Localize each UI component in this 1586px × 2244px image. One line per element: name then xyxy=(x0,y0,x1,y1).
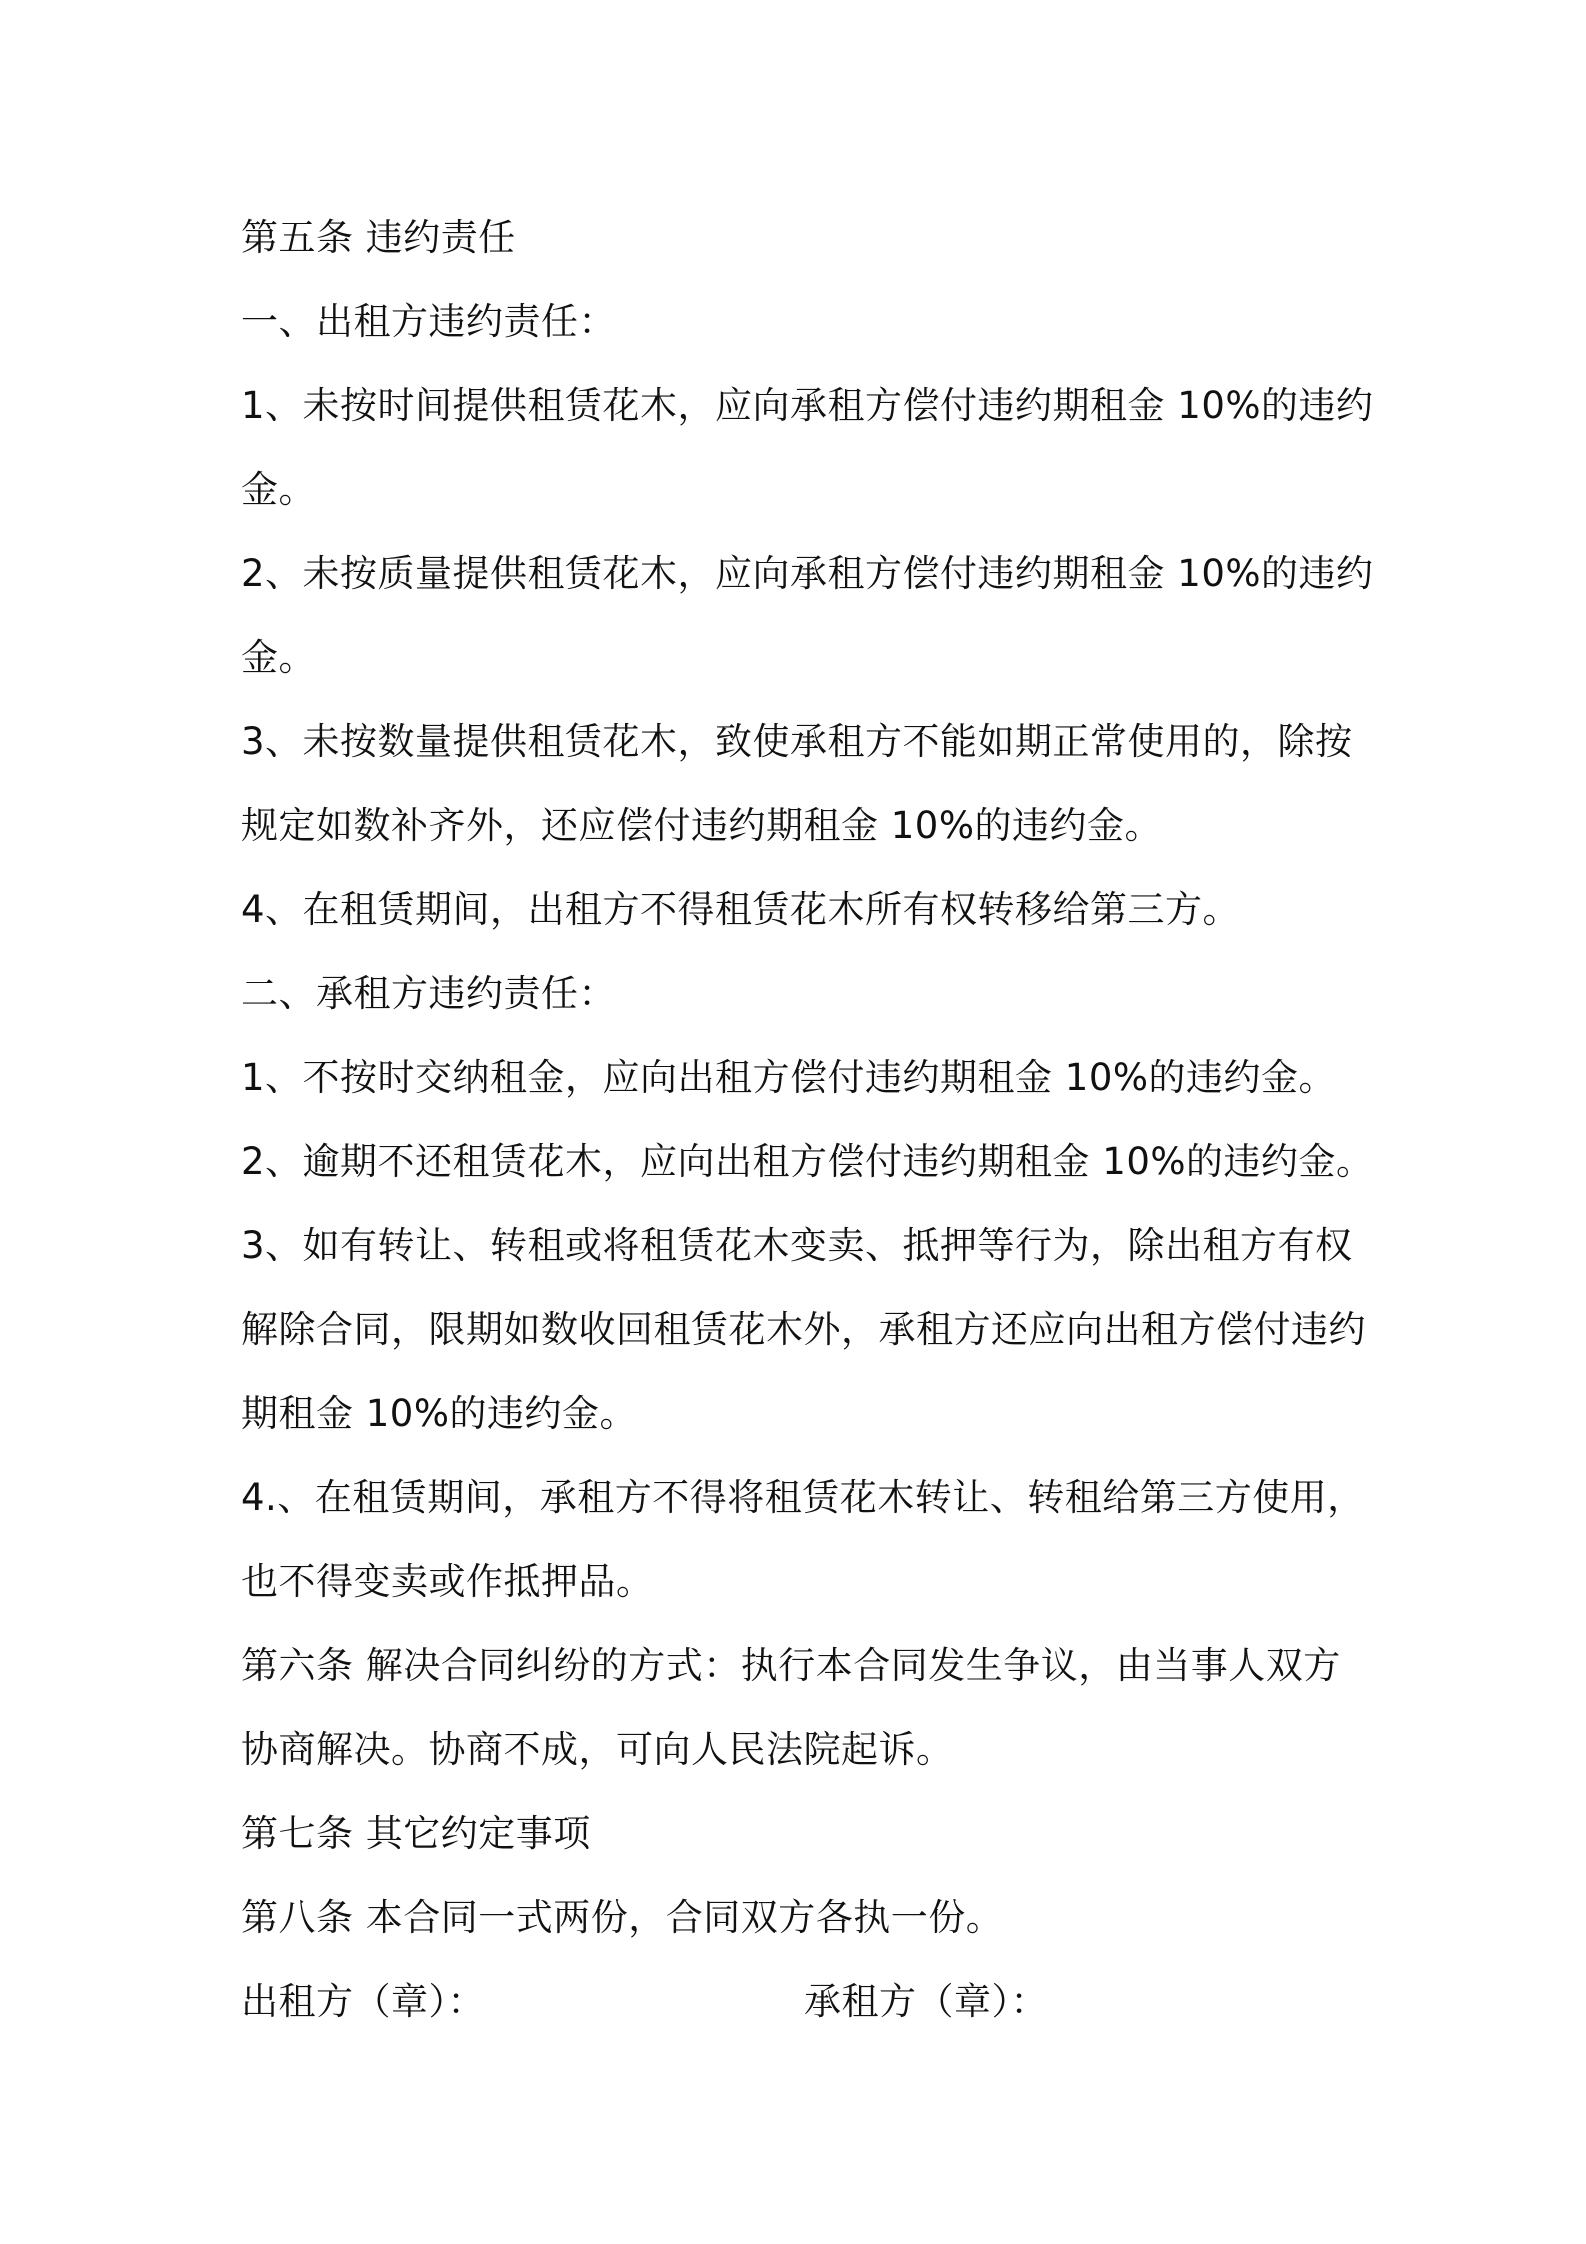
article-8: 第八条 本合同一式两份，合同双方各执一份。 xyxy=(241,1896,1004,1939)
lessee-clause-3-line-2: 解除合同，限期如数收回租赁花木外，承租方还应向出租方偿付违约 xyxy=(241,1308,1366,1351)
signature-row xyxy=(241,1960,1361,2044)
contract-text xyxy=(241,196,1374,2044)
lessor-clause-4: 4、在租赁期间，出租方不得租赁花木所有权转移给第三方。 xyxy=(241,888,1241,931)
article-5-heading: 第五条 违约责任 xyxy=(241,216,516,259)
lessor-liability-heading: 一、出租方违约责任： xyxy=(241,300,616,343)
lessee-clause-3-line-3: 期租金 10%的违约金。 xyxy=(241,1392,637,1435)
lessee-liability-heading: 二、承租方违约责任： xyxy=(241,972,616,1015)
lessor-clause-1-line-2: 金。 xyxy=(241,468,316,511)
article-7: 第七条 其它约定事项 xyxy=(241,1812,591,1855)
lessee-clause-3-line-1: 3、如有转让、转租或将租赁花木变卖、抵押等行为，除出租方有权 xyxy=(241,1224,1353,1267)
lessee-clause-1: 1、不按时交纳租金，应向出租方偿付违约期租金 10%的违约金。 xyxy=(241,1056,1337,1099)
lessor-clause-3-line-2: 规定如数补齐外，还应偿付违约期租金 10%的违约金。 xyxy=(241,804,1162,847)
lessor-clause-2-line-1: 2、未按质量提供租赁花木，应向承租方偿付违约期租金 10%的违约 xyxy=(241,552,1374,595)
lessee-clause-4-line-1: 4.、在租赁期间，承租方不得将租赁花木转让、转租给第三方使用， xyxy=(241,1476,1365,1519)
lessee-clause-2: 2、逾期不还租赁花木，应向出租方偿付违约期租金 10%的违约金。 xyxy=(241,1140,1374,1183)
lessor-clause-1-line-1: 1、未按时间提供租赁花木，应向承租方偿付违约期租金 10%的违约 xyxy=(241,384,1374,427)
article-6-line-2: 协商解决。协商不成，可向人民法院起诉。 xyxy=(241,1728,954,1771)
lessor-clause-3-line-1: 3、未按数量提供租赁花木，致使承租方不能如期正常使用的，除按 xyxy=(241,720,1353,763)
lessor-clause-2-line-2: 金。 xyxy=(241,636,316,679)
lessee-signature-label: 承租方（章）： xyxy=(804,1980,1048,2023)
article-6-line-1: 第六条 解决合同纠纷的方式：执行本合同发生争议，由当事人双方 xyxy=(241,1644,1341,1687)
lessee-clause-4-line-2: 也不得变卖或作抵押品。 xyxy=(241,1560,654,1603)
lessor-signature-label: 出租方（章）： xyxy=(241,1980,485,2023)
